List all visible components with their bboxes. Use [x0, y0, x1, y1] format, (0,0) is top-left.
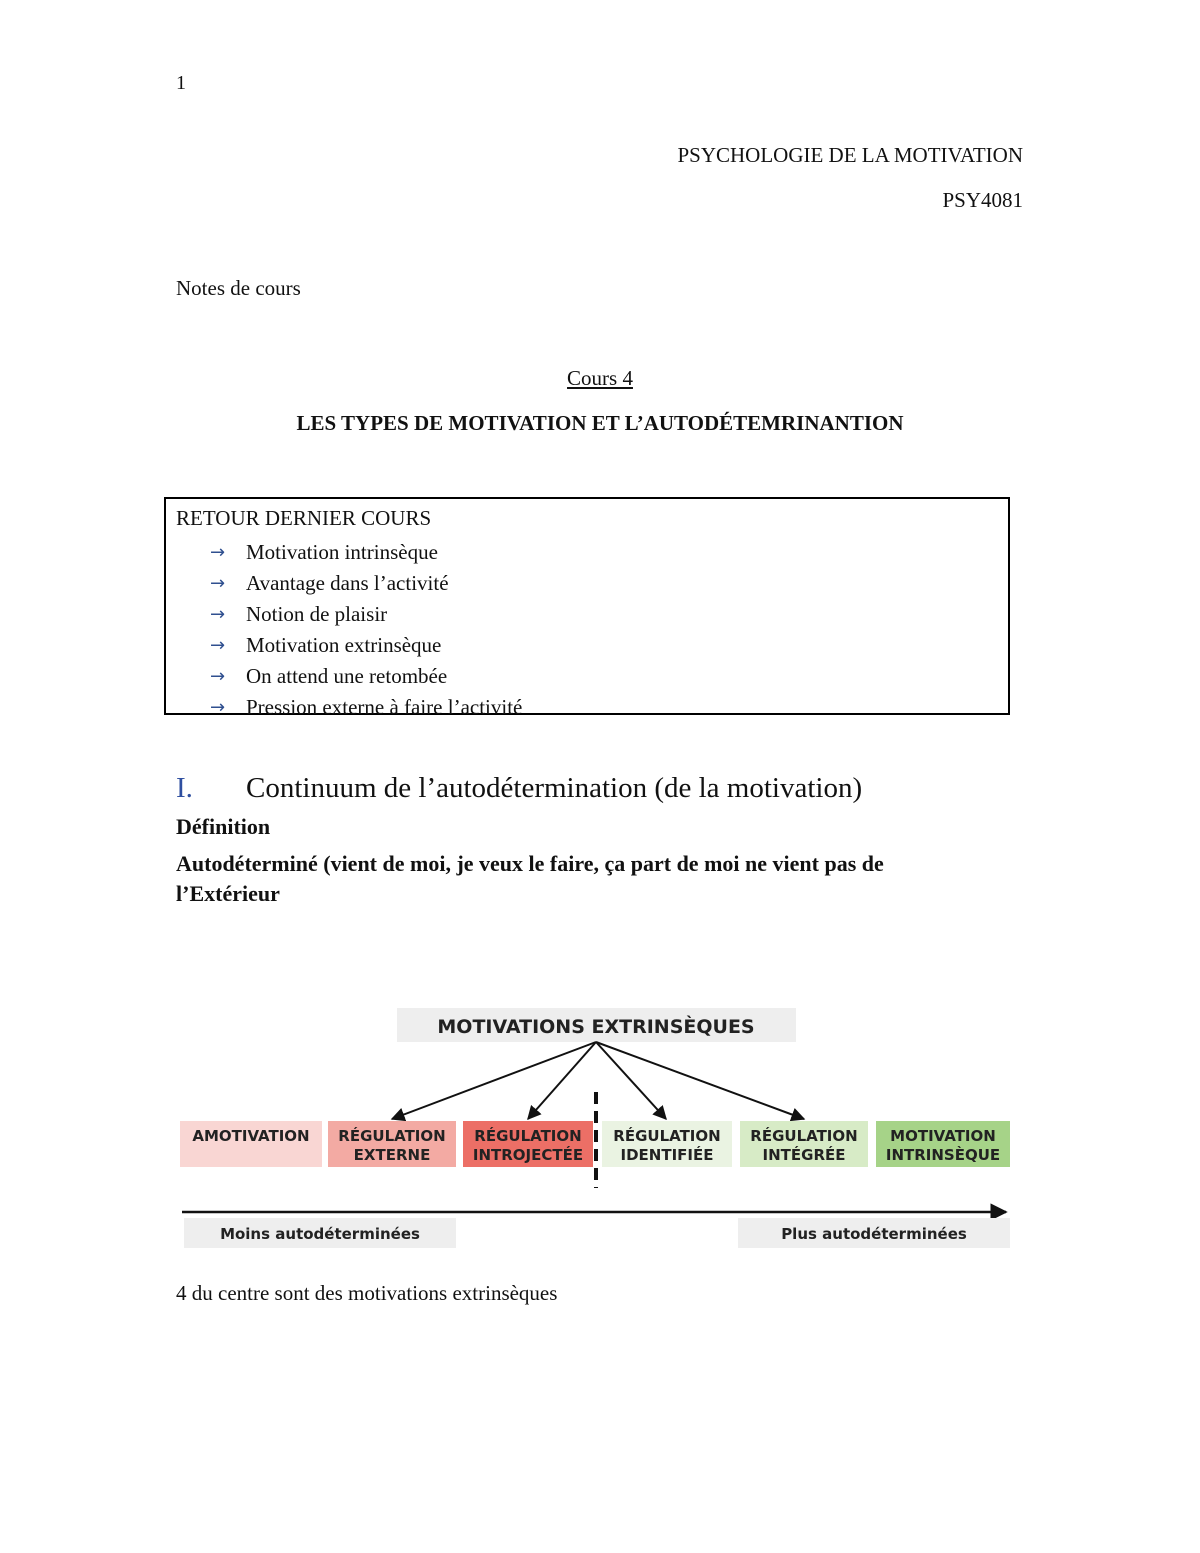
continuum-box-regulation-externe — [328, 1121, 456, 1167]
arrow-right-icon: → — [210, 542, 226, 563]
notes-label: Notes de cours — [176, 276, 301, 300]
recap-box — [164, 497, 1010, 719]
recap-item-text: Motivation extrinsèque — [246, 633, 442, 657]
arrow-right-icon: → — [210, 697, 226, 718]
arrow-right-icon: → — [210, 635, 226, 656]
branch-arrow — [596, 1042, 804, 1119]
motivation-continuum-diagram — [170, 1000, 1020, 1260]
recap-item-text: On attend une retombée — [246, 664, 448, 688]
recap-item-text: Pression externe à faire l’activité — [246, 695, 523, 719]
branch-arrow — [528, 1042, 596, 1119]
box-line2: EXTERNE — [353, 1146, 431, 1164]
course-code: PSY4081 — [942, 188, 1023, 212]
section-number: I. — [176, 772, 193, 804]
section-title: Continuum de l’autodétermination (de la motivation) — [246, 772, 863, 804]
box-line2: INTROJECTÉE — [472, 1146, 584, 1164]
recap-item — [210, 568, 522, 599]
arrow-right-icon: → — [210, 573, 226, 594]
branch-arrow — [596, 1042, 666, 1119]
recap-item — [210, 661, 522, 692]
box-line2: IDENTIFIÉE — [620, 1146, 714, 1164]
box-line1: MOTIVATION — [890, 1127, 996, 1145]
box-line1: RÉGULATION — [474, 1127, 582, 1145]
recap-item-text: Avantage dans l’activité — [246, 571, 449, 595]
axis-left-label: Moins autodéterminées — [220, 1225, 420, 1243]
definition-label: Définition — [176, 814, 271, 839]
continuum-box-regulation-introjectee — [463, 1121, 593, 1167]
lesson-title: Cours 4 — [567, 366, 633, 390]
continuum-box-motivation-intrinseque — [876, 1121, 1010, 1167]
course-title: PSYCHOLOGIE DE LA MOTIVATION — [677, 143, 1023, 167]
recap-item — [210, 599, 522, 630]
recap-list — [210, 537, 522, 723]
definition-text: Autodéterminé (vient de moi, je veux le faire, ça part de moi ne vient pas de l’Extérieur — [176, 851, 884, 906]
lesson-subtitle: LES TYPES DE MOTIVATION ET L’AUTODÉTEMRINANTION — [296, 411, 904, 435]
arrow-right-icon: → — [210, 604, 226, 625]
continuum-box-regulation-integree — [740, 1121, 868, 1167]
recap-item — [210, 630, 522, 661]
top-label: MOTIVATIONS EXTRINSÈQUES — [437, 1016, 755, 1038]
arrow-right-icon: → — [210, 666, 226, 687]
box-line2: INTÉGRÉE — [762, 1146, 846, 1164]
continuum-box-regulation-identifiee — [602, 1121, 732, 1167]
box-line1: RÉGULATION — [338, 1127, 446, 1145]
axis-right-label: Plus autodéterminées — [781, 1225, 967, 1243]
page-number: 1 — [176, 72, 186, 94]
continuum-box-amotivation — [180, 1121, 322, 1167]
box-line1: RÉGULATION — [613, 1127, 721, 1145]
box-line1: RÉGULATION — [750, 1127, 858, 1145]
recap-item-text: Notion de plaisir — [246, 602, 388, 626]
recap-heading: RETOUR DERNIER COURS — [176, 506, 432, 530]
branch-arrow — [392, 1042, 596, 1119]
recap-item — [210, 692, 522, 723]
recap-item-text: Motivation intrinsèque — [246, 540, 438, 564]
recap-item — [210, 537, 522, 568]
box-line1: AMOTIVATION — [192, 1127, 310, 1145]
note-line: 4 du centre sont des motivations extrinsèques — [176, 1281, 558, 1305]
box-line2: INTRINSÈQUE — [885, 1146, 1001, 1164]
